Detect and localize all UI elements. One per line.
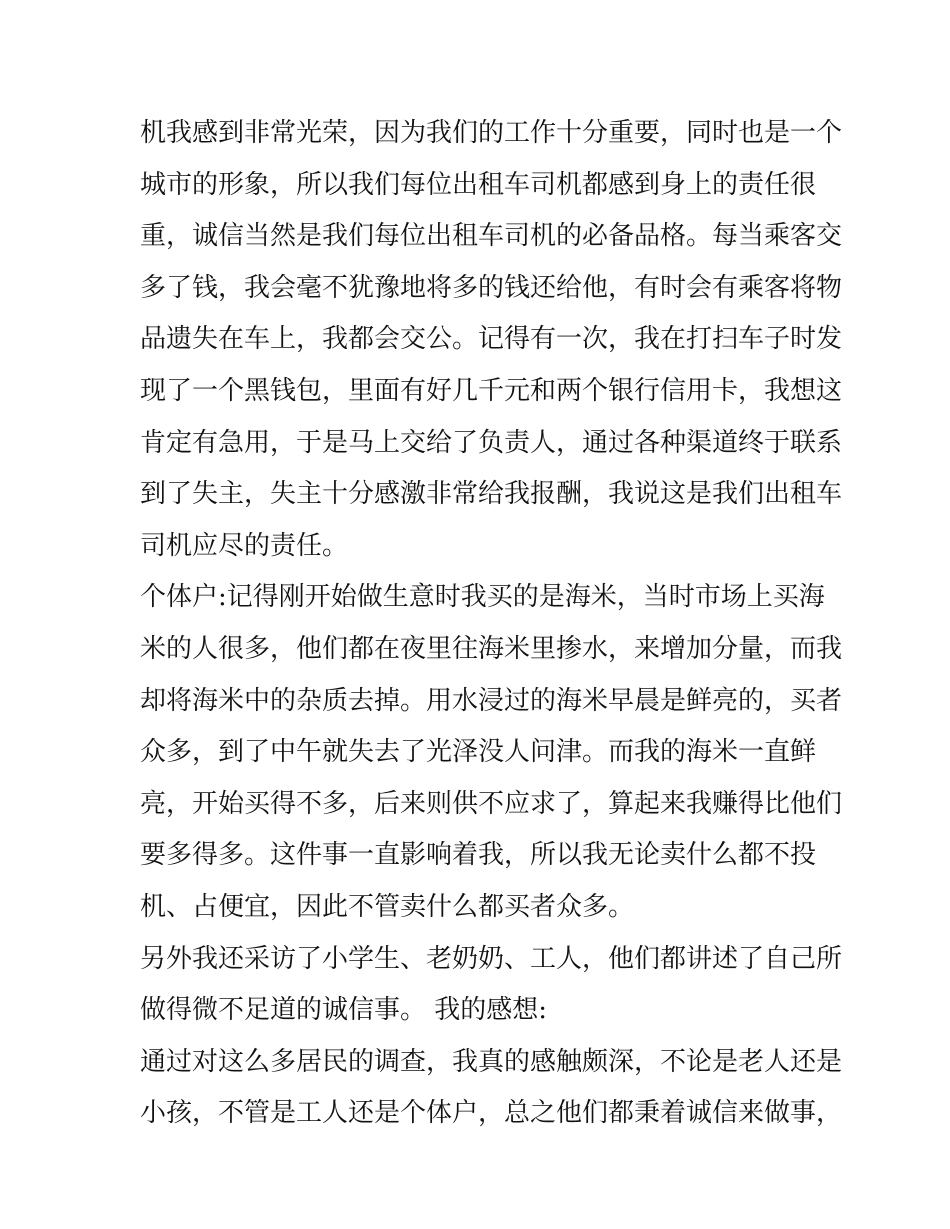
text-line: 到了失主，失主十分感激非常给我报酬，我说这是我们出租车 [140,479,843,510]
text-line: 通过对这么多居民的调查，我真的感触颇深，不论是老人还是 [140,1046,843,1077]
text-line: 亮，开始买得不多，后来则供不应求了，算起来我赚得比他们 [140,788,843,819]
text-line: 众多，到了中午就失去了光泽没人问津。而我的海米一直鲜 [140,737,817,768]
text-line: 机、占便宜，因此不管卖什么都买者众多。 [140,891,635,922]
text-line: 多了钱，我会毫不犹豫地将多的钱还给他，有时会有乘客将物 [140,272,843,303]
body-text [140,108,843,1140]
text-line: 肯定有急用，于是马上交给了负责人，通过各种渠道终于联系 [140,427,843,458]
text-line: 个体户:记得刚开始做生意时我买的是海米，当时市场上买海 [140,582,825,613]
text-line: 要多得多。这件事一直影响着我，所以我无论卖什么都不投 [140,840,817,871]
text-line: 小孩，不管是工人还是个体户，总之他们都秉着诚信来做事， [140,1098,843,1129]
text-line: 品遗失在车上，我都会交公。记得有一次，我在打扫车子时发 [140,324,843,355]
text-line: 城市的形象，所以我们每位出租车司机都感到身上的责任很 [140,169,817,200]
text-line: 机我感到非常光荣，因为我们的工作十分重要，同时也是一个 [140,118,843,148]
text-line: 米的人很多，他们都在夜里往海米里掺水，来增加分量，而我 [140,633,843,664]
text-line: 重，诚信当然是我们每位出租车司机的必备品格。每当乘客交 [140,221,843,252]
text-line: 现了一个黑钱包，里面有好几千元和两个银行信用卡，我想这 [140,375,843,406]
text-line: 做得微不足道的诚信事。 我的感想: [140,995,548,1026]
text-line: 另外我还采访了小学生、老奶奶、工人，他们都讲述了自己所 [140,943,843,974]
text-line: 司机应尽的责任。 [140,530,349,561]
text-line: 却将海米中的杂质去掉。用水浸过的海米早晨是鲜亮的，买者 [140,685,843,716]
